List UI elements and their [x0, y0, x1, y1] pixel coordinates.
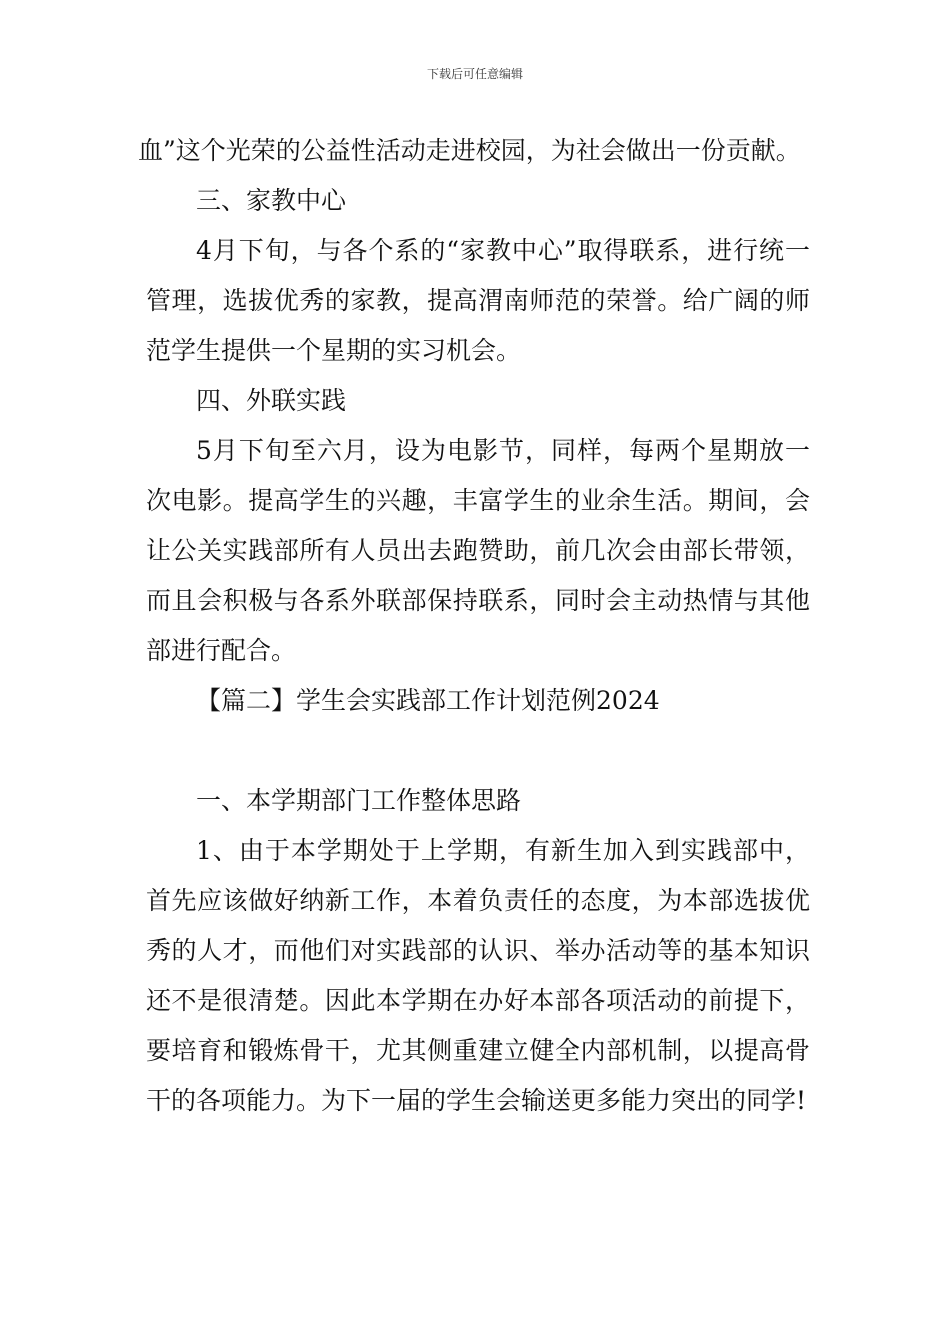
section-heading-overall-approach: 一、本学期部门工作整体思路	[196, 786, 522, 815]
paragraph-tutoring-center: 4月下旬，与各个系的“家教中心”取得联系，进行统一管理，选拔优秀的家教，提高渭南师范的荣誉。给广阔的师范学生提供一个星期的实习机会。	[146, 236, 810, 365]
section-heading-outreach-practice: 四、外联实践	[196, 386, 347, 415]
page-header: 下载后可任意编辑	[426, 67, 523, 81]
document-body	[138, 126, 810, 1126]
blank-line	[146, 726, 810, 776]
paragraph-blood-donation-end: 血”这个光荣的公益性活动走进校园，为社会做出一份贡献。	[138, 136, 801, 165]
paragraph-overall-approach-item-1: 1、由于本学期处于上学期，有新生加入到实践部中，首先应该做好纳新工作，本着负责任的态度，为本部选拔优秀的人才，而他们对实践部的认识、举办活动等的基本知识还不是很清楚。因此本学期在办好本部各项活动的前提下，要培育和锻炼骨干，尤其侧重建立健全内部机制，以提高骨干的各项能力。为下一届的学生会输送更多能力突出的同学!	[146, 836, 810, 1115]
paragraph-outreach-practice: 5月下旬至六月，设为电影节，同样，每两个星期放一次电影。提高学生的兴趣，丰富学生的业余生活。期间，会让公关实践部所有人员出去跑赞助，前几次会由部长带领，而且会积极与各系外联部保持联系，同时会主动热情与其他部进行配合。	[146, 436, 810, 665]
chapter-title-part-two: 【篇二】学生会实践部工作计划范例2024	[196, 686, 660, 715]
section-heading-tutoring-center: 三、家教中心	[196, 186, 347, 215]
